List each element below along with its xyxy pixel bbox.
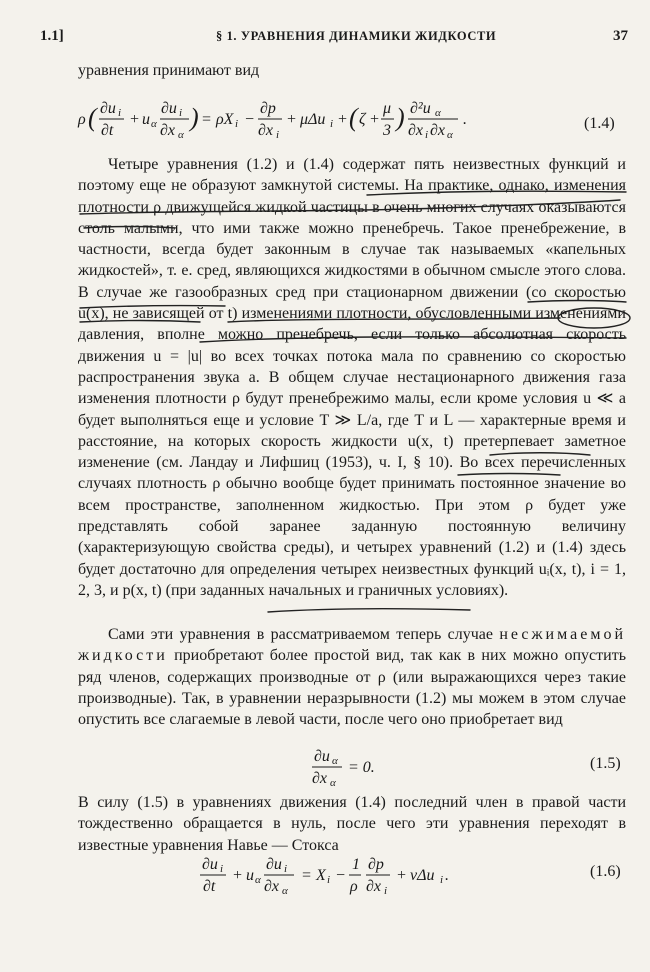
svg-text:∂t: ∂t xyxy=(101,122,114,139)
svg-text:+: + xyxy=(129,111,140,128)
svg-text:ρ: ρ xyxy=(78,111,86,128)
svg-text:+: + xyxy=(286,111,297,128)
svg-text:∂x: ∂x xyxy=(264,878,280,895)
incompressible-fluid-term: несжимаемой жидкости xyxy=(78,626,626,665)
svg-text:∂²u: ∂²u xyxy=(410,100,431,117)
svg-text:i: i xyxy=(330,118,334,130)
paragraph-2 xyxy=(78,624,626,730)
svg-text:μ: μ xyxy=(383,100,392,117)
svg-text:u: u xyxy=(246,867,254,884)
svg-text:=: = xyxy=(301,867,312,884)
paragraph-2-start: Сами эти уравнения в рассматриваемом теперь случае xyxy=(108,626,500,643)
svg-text:+: + xyxy=(232,867,243,884)
svg-text:3: 3 xyxy=(383,122,391,139)
svg-text:ρX: ρX xyxy=(216,111,234,128)
equation-1-4-number: (1.4) xyxy=(584,115,615,132)
paragraph-2-rest: приобретают более простой вид, так как в них можно опустить ряд членов, содержащих производные от ρ (или выражающихся через такие производные). Так, в уравнении неразрывности (1.2) мы можем в этом случае опустить все слагаемые в левой части, после чего оно приобретает вид xyxy=(78,647,626,729)
svg-text:i: i xyxy=(327,874,331,886)
svg-text:∂u: ∂u xyxy=(202,856,218,873)
svg-text:α: α xyxy=(447,129,453,141)
svg-text:∂u: ∂u xyxy=(266,856,282,873)
paragraph-1-text: Четыре уравнения (1.2) и (1.4) содержат пять неизвестных функций и поэтому еще не образуют замкнутой системы. На практике, однако, изменения плотности ρ движущейся жидкой частицы в очень многих случаях оказываются столь малыми, что ими также можно пренебречь. Такое пренебрежение, в частности, всегда будет законным в случае так называемых «капельных жидкостей», т. е. сред, являющихся жидкостями в обычном смысле этого слова. В случае же газообразных сред при стационарном движении (со скоростью u(x), не зависящей от t) изменениями плотности, обусловленными изменениями давления, вполне можно пренебречь, если только абсолютная скорость движения u = |u| во всех точках потока мала по сравнению со скоростью распространения звука a. В общем случае нестационарного движения газа изменения плотности ρ будут пренебрежимо малы, если кроме условия u ≪ a будет выполняться еще и условие T ≫ L/a, где T и L — характерные время и расстояние, на которых скорость жидкости u(x, t) претерпевает заметное изменение (см. Ландау и Лифшиц (1953), ч. I, § 10). Во всех перечисленных случаях плотность ρ обычно вообще будет принимать постоянное значение во всем пространстве, заполненном жидкостью. При этом ρ будет уже представлять собой заранее заданную постоянную величину (характеризующую свойства среды), и четырех уравнений (1.2) и (1.4) здесь будет достаточно для определения четырех неизвестных функций uᵢ(x, t), i = 1, 2, 3, и p(x, t) (при заданных начальных и граничных условиях). xyxy=(78,156,626,599)
svg-text:μΔu: μΔu xyxy=(300,111,326,128)
svg-text:.: . xyxy=(445,867,449,884)
running-title: § 1. УРАВНЕНИЯ ДИНАМИКИ ЖИДКОСТИ xyxy=(216,29,497,43)
svg-text:i: i xyxy=(425,129,429,141)
equation-1-4-graphic xyxy=(78,96,548,142)
equation-1-5 xyxy=(312,744,402,795)
paragraph-3-text: В силу (1.5) в уравнениях движения (1.4) последний член в правой части тождественно обращается в нуль, после чего эти уравнения переходят в известные уравнения Навье — Стокса xyxy=(78,794,626,854)
equation-1-6-graphic xyxy=(200,852,510,898)
running-header xyxy=(40,28,628,50)
svg-text:∂u: ∂u xyxy=(161,100,177,117)
paragraph-2-text xyxy=(78,624,626,730)
svg-text:1: 1 xyxy=(352,856,360,873)
svg-text:∂x: ∂x xyxy=(312,770,328,787)
svg-text:.: . xyxy=(463,111,467,128)
svg-text:α: α xyxy=(178,129,184,141)
svg-text:α: α xyxy=(435,107,441,119)
svg-text:α: α xyxy=(332,755,338,767)
section-reference: 1.1] xyxy=(40,28,64,44)
svg-text:+: + xyxy=(337,111,348,128)
underline-mark-10 xyxy=(268,609,470,612)
svg-text:i: i xyxy=(235,118,239,130)
svg-text:+: + xyxy=(369,111,380,128)
svg-text:+: + xyxy=(396,867,407,884)
svg-text:∂x: ∂x xyxy=(430,122,446,139)
svg-text:νΔu: νΔu xyxy=(410,867,435,884)
svg-text:α: α xyxy=(282,885,288,897)
svg-text:(: ( xyxy=(88,103,97,132)
equation-1-6-number: (1.6) xyxy=(590,863,621,880)
svg-text:∂p: ∂p xyxy=(260,100,276,117)
svg-text:(: ( xyxy=(349,103,358,132)
svg-text:∂u: ∂u xyxy=(314,748,330,765)
svg-text:α: α xyxy=(151,118,157,130)
svg-text:=: = xyxy=(201,111,212,128)
svg-text:∂t: ∂t xyxy=(203,878,216,895)
svg-text:i: i xyxy=(276,129,280,141)
svg-text:−: − xyxy=(244,111,255,128)
equation-1-6 xyxy=(200,852,510,903)
svg-text:): ) xyxy=(190,103,199,132)
svg-text:i: i xyxy=(220,863,224,875)
svg-text:α: α xyxy=(330,777,336,789)
svg-text:u: u xyxy=(142,111,150,128)
equation-1-5-graphic xyxy=(312,744,402,790)
svg-text:∂x: ∂x xyxy=(160,122,176,139)
svg-text:ζ: ζ xyxy=(359,111,366,128)
svg-text:i: i xyxy=(284,863,288,875)
paragraph-3 xyxy=(78,792,626,856)
svg-text:α: α xyxy=(255,874,261,886)
svg-text:∂x: ∂x xyxy=(366,878,382,895)
svg-text:i: i xyxy=(384,885,388,897)
svg-text:∂x: ∂x xyxy=(258,122,274,139)
svg-text:∂p: ∂p xyxy=(368,856,384,873)
svg-text:i: i xyxy=(179,107,183,119)
svg-text:−: − xyxy=(335,867,346,884)
equation-1-4 xyxy=(78,96,548,147)
svg-text:= 0.: = 0. xyxy=(348,759,375,776)
page-number: 37 xyxy=(613,28,628,44)
intro-line: уравнения принимают вид xyxy=(78,62,260,79)
svg-text:∂x: ∂x xyxy=(408,122,424,139)
equation-1-5-number: (1.5) xyxy=(590,755,621,772)
svg-text:): ) xyxy=(396,103,405,132)
svg-text:∂u: ∂u xyxy=(100,100,116,117)
svg-text:i: i xyxy=(118,107,122,119)
svg-text:X: X xyxy=(316,867,326,884)
paragraph-1 xyxy=(78,154,626,601)
svg-text:i: i xyxy=(440,874,444,886)
svg-text:ρ: ρ xyxy=(350,878,358,895)
